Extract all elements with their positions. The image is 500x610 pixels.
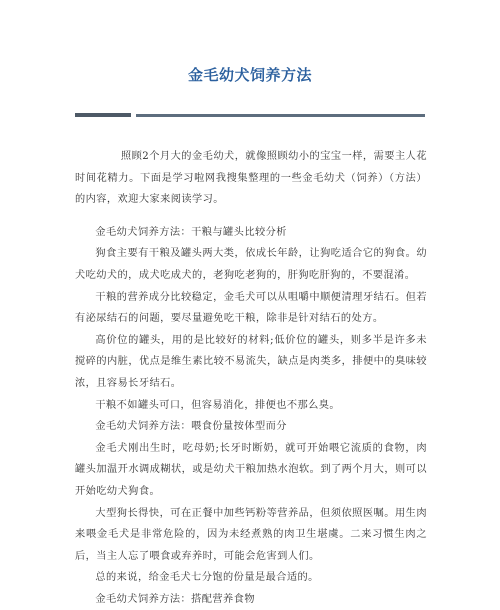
paragraph: 狗食主要有干粮及罐头两大类，依成长年龄，让狗吃适合它的狗食。幼犬吃幼犬的，成犬吃成犬的，老狗吃老狗的，肝狗吃肝狗的，不要混淆。 [75,248,427,281]
page-title: 金毛幼犬饲养方法 [187,66,312,84]
section-heading-feeding-amount: 金毛幼犬饲养方法：喂食份量按体型而分 [95,421,287,433]
intro-paragraph: 照顾2个月大的金毛幼犬，就像照顾幼小的宝宝一样，需要主人花时间花精力。下面是学习啦网我搜集整理的一些金毛幼犬（饲养）（方法）的内容，欢迎大家来阅读学习。 [75,151,427,206]
title-divider [75,113,425,117]
paragraph: 金毛犬刚出生时，吃母奶;长牙时断奶，就可开始喂它流质的食物，肉罐头加温开水调成糊状，或是幼犬干粮加热水泡软。到了两个月大，则可以开始吃幼犬狗食。 [75,442,427,497]
paragraph: 总的来说，给金毛犬七分饱的份量是最合适的。 [95,572,319,584]
divider-line [136,114,425,117]
paragraph: 大型狗长得快，可在正餐中加些钙粉等营养品，但须依照医嘱。用生肉来喂金毛犬是非常危险的，因为未经煮熟的肉卫生堪虞。二来习惯生肉之后，当主人忘了喂食或弃养时，可能会危害到人们。 [75,507,427,562]
paragraph: 干粮的营养成分比较稳定，金毛犬可以从咀嚼中顺便清理牙结石。但若有泌尿结石的问题，要尽量避免吃干粮，除非是针对结石的处方。 [75,291,427,325]
divider-accent [75,113,131,117]
section-heading-dry-food-vs-canned: 金毛幼犬饲养方法：干粮与罐头比较分析 [95,226,287,238]
paragraph: 干粮不如罐头可口，但容易消化，排便也不那么臭。 [95,399,341,411]
section-heading-nutrition: 金毛幼犬饲养方法：搭配营养食物 [95,593,255,605]
paragraph: 高价位的罐头，用的是比较好的材料;低价位的罐头，则多半是许多未搅碎的内脏，优点是维生素比较不易流失，缺点是肉类多，排便中的臭味较浓，且容易长牙结石。 [75,334,427,389]
article-body [75,146,427,610]
